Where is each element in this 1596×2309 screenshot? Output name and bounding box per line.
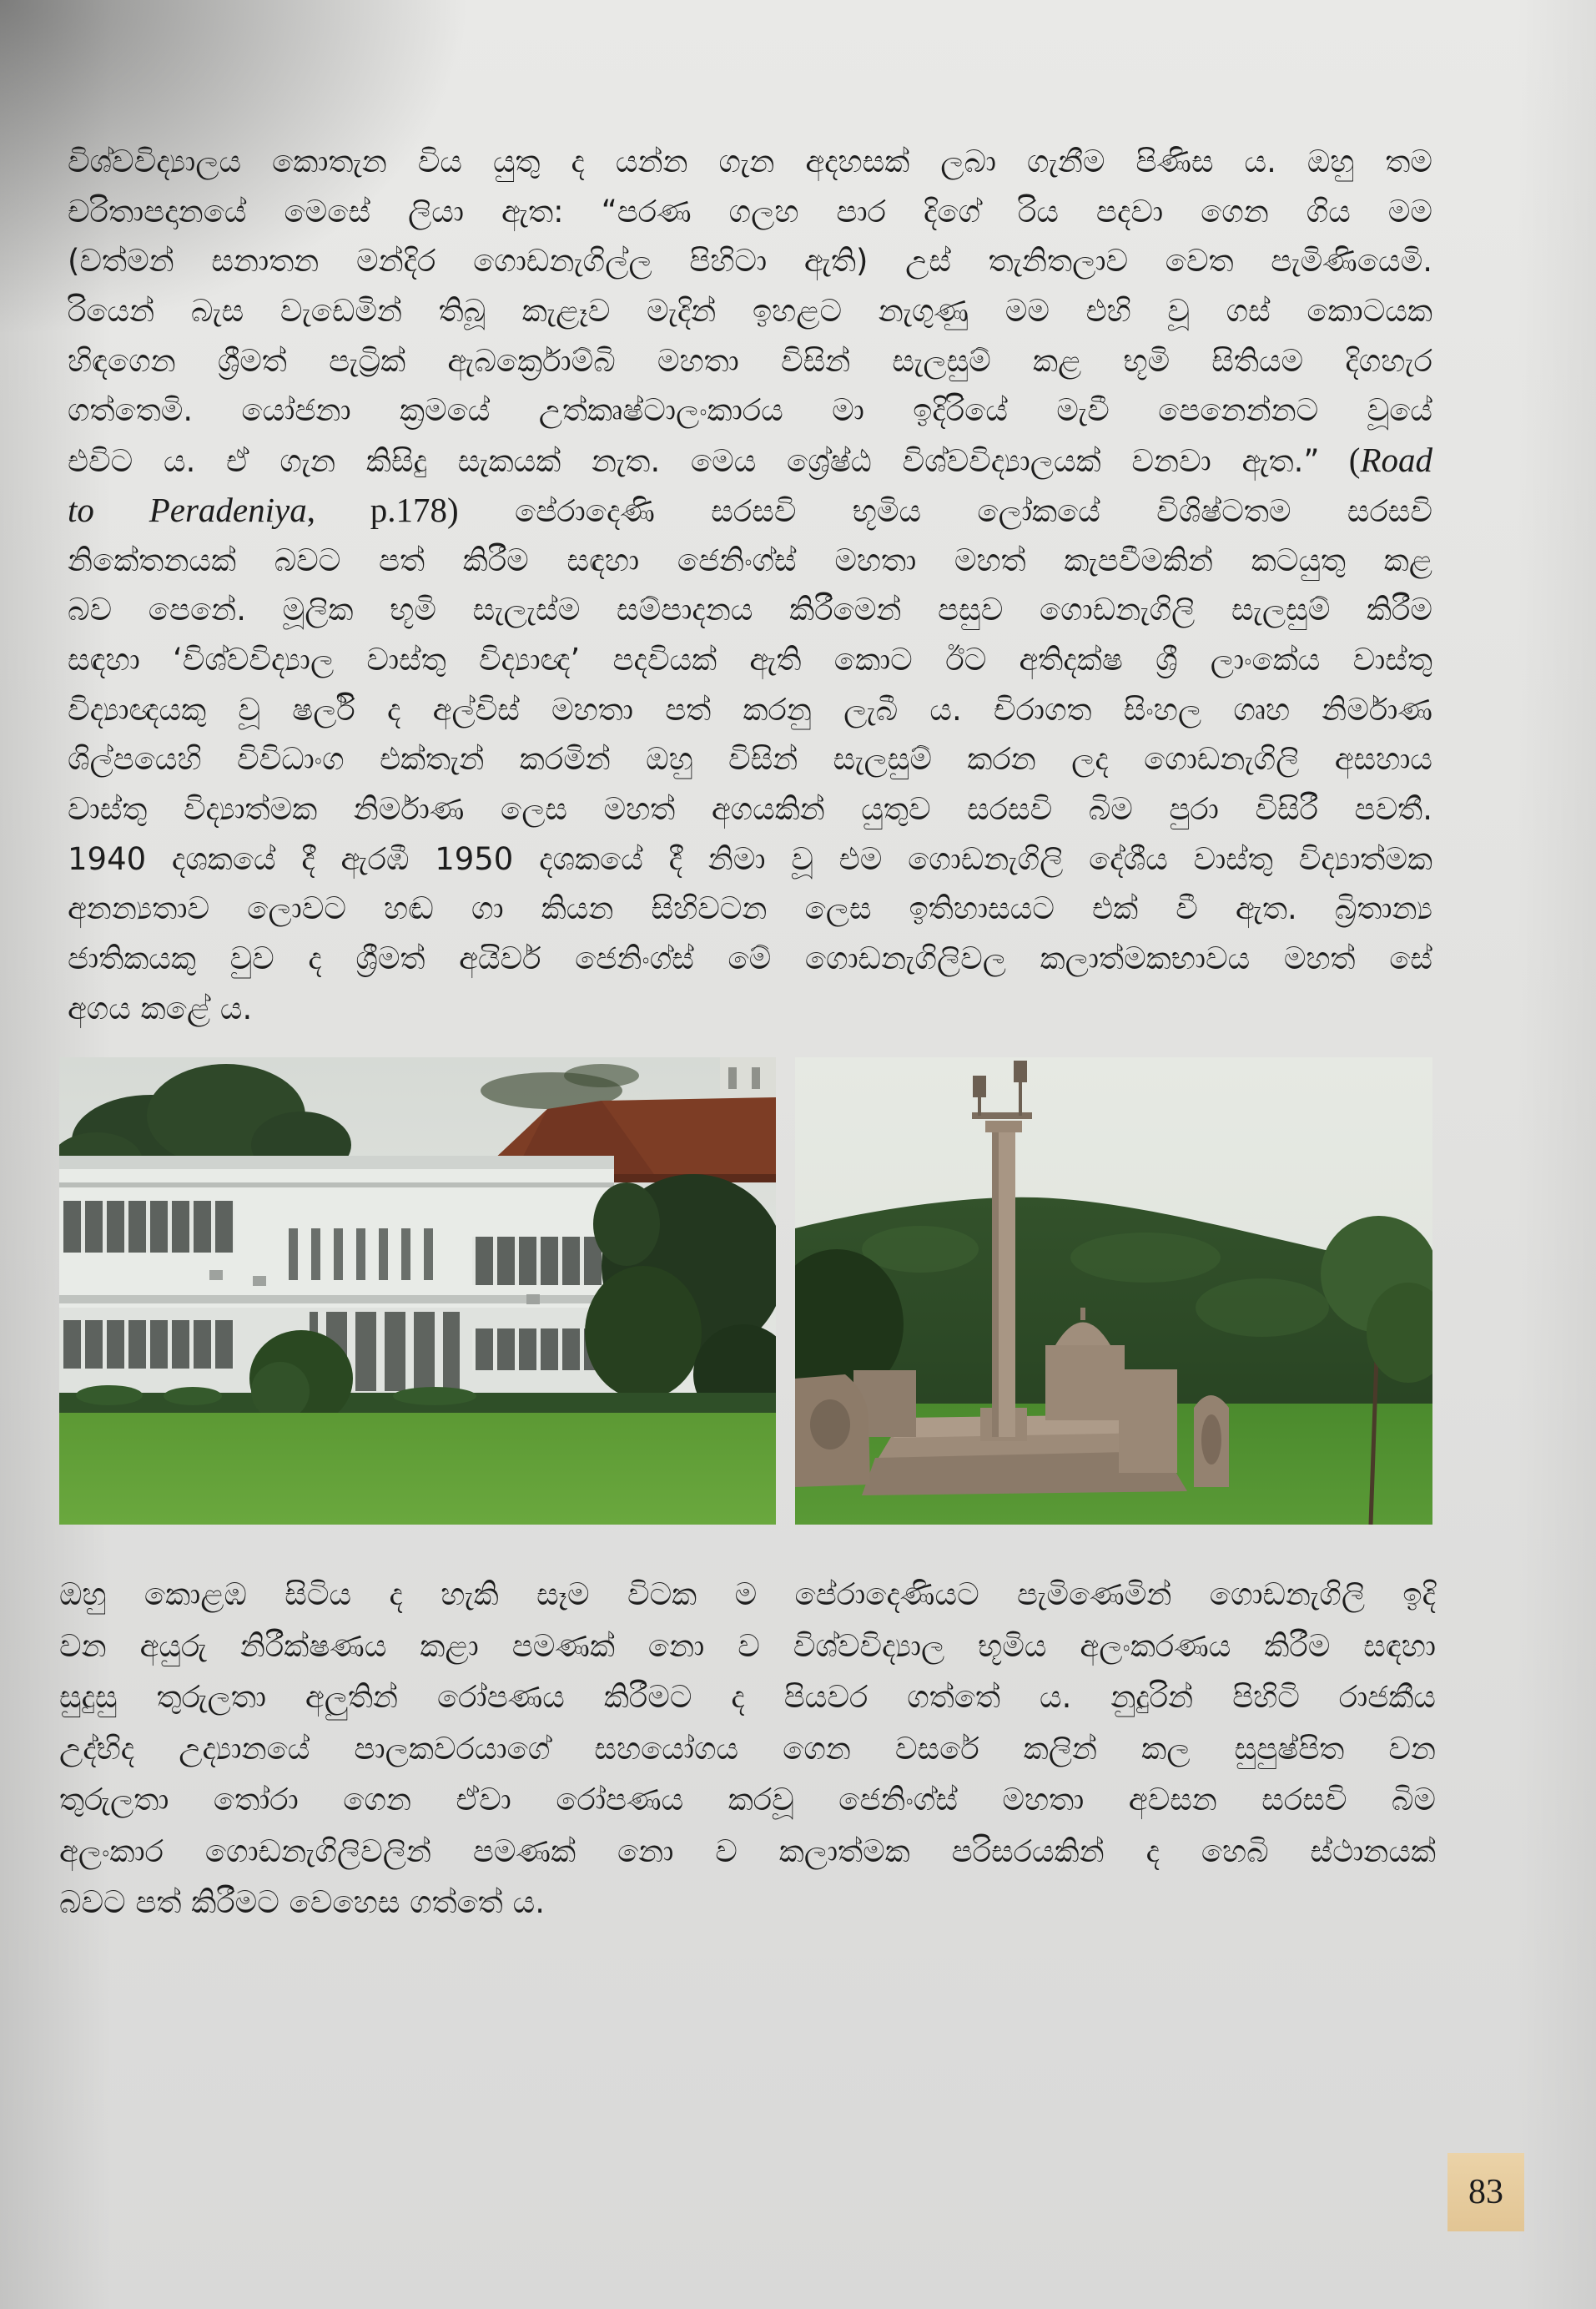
paragraph-2-line-7 — [59, 1877, 1436, 1928]
paragraph-1-line-13 — [68, 734, 1432, 784]
citation-title: Road — [1360, 441, 1432, 480]
line-text: ඔහු කොළඹ සිටිය ද හැකි සෑම විටක ම පේරාදෙණියට පැමිණෙමින් ගොඩනැගිලි ඉදි — [59, 1576, 1436, 1612]
paragraph-1 — [68, 137, 1432, 1033]
paragraph-1-line-8 — [68, 486, 1432, 536]
line-text: 1940 දශකයේ දී ඇරඹී 1950 දශකයේ දී නිමා වූ එම ගොඩනැගිලි දේශීය වාස්තු විද්‍යාත්මක — [68, 840, 1432, 877]
photo-lamp-pillar-monument — [795, 1057, 1432, 1525]
paragraph-1-line-14 — [68, 784, 1432, 834]
university-building-image — [59, 1057, 776, 1525]
page-number: 83 — [1447, 2153, 1524, 2231]
paragraph-2-line-3 — [59, 1671, 1436, 1723]
line-text: චරිතාපදානයේ මෙසේ ලියා ඇත: “පරණ ගලහ පාර දිගේ රිය පදවා ගෙන ගිය මම — [68, 193, 1432, 229]
line-text: විශ්වවිද්‍යාලය කොතැන විය යුතු ද යන්න ගැන අදහසක් ලබා ගැනීම පිණිස ය. ඔහු තම — [68, 144, 1432, 179]
paragraph-1-line-12 — [68, 685, 1432, 735]
paragraph-2-line-6 — [59, 1826, 1436, 1878]
citation-title: to Peradeniya — [68, 490, 307, 529]
paragraph-1-line-17 — [68, 934, 1432, 984]
paragraph-1-line-9 — [68, 536, 1432, 586]
photo-university-building — [59, 1057, 776, 1525]
line-text: විද්‍යාඥයකු වූ ෂර්ලි ද අල්විස් මහතා පත් කරනු ලැබී ය. චිරාගත සිංහල ගෘහ නිර්මාණ — [68, 691, 1432, 728]
citation-open-paren: ( — [1319, 441, 1361, 480]
line-text: නිකේතනයක් බවට පත් කිරීම සඳහා ජෙනිංග්ස් මහතා මහත් කැපවීමකින් කටයුතු කළ — [68, 542, 1432, 578]
line-text: තුරුලතා තෝරා ගෙන ඒවා රෝපණය කරවූ ජෙනිංග්ස් මහතා අවසන සරසවි බිම — [59, 1782, 1436, 1817]
line-text: අගය කළේ ය. — [68, 990, 253, 1026]
guardian-stone-right — [1194, 1395, 1229, 1487]
paragraph-1-line-5 — [68, 336, 1432, 386]
line-text: ජාතිකයකු වුව ද ශ්‍රීමත් අයිවර් ජෙනිංග්ස් මේ ගොඩනැගිලිවල කලාත්මකභාවය මහත් සේ — [68, 940, 1432, 976]
line-text: (වත්මන් සනාතන මන්දිර ගොඩනැගිල්ල පිහිටා ඇති) උස් තැනිතලාව වෙත පැමිණියෙමි. — [68, 243, 1432, 280]
paragraph-1-line-11 — [68, 635, 1432, 685]
line-text: සඳහා ‘විශ්වවිද්‍යාල වාස්තු විද්‍යාඥ’ පදවියක් ඇති කොට ඊට අතිදක්ෂ ශ්‍රී ලාංකේය වාස්තු — [68, 641, 1432, 678]
paragraph-1-line-10 — [68, 585, 1432, 635]
line-text: රියෙන් බැස වැඩෙමින් තිබූ කැළෑව මැදින් ඉහළට නැගුණු මම එහි වූ ගස් කොටයක — [68, 293, 1432, 330]
paragraph-1-line-7 — [68, 436, 1432, 486]
lawn — [59, 1413, 776, 1525]
line-text: ශිල්පයෙහි විවිධාංග එක්තැන් කරමින් ඔහු විසින් සැලසුම් කරන ලද ගොඩනැගිලි අසහාය — [68, 741, 1432, 778]
line-text: වන අයුරු නිරීක්ෂණය කළා පමණක් නො ව විශ්වවිද්‍යාල භූමිය අලංකරණය කිරීම සඳහා — [59, 1627, 1436, 1664]
paragraph-1-line-1 — [68, 137, 1432, 187]
paragraph-2-line-1 — [59, 1569, 1436, 1621]
paragraph-1-line-2 — [68, 187, 1432, 237]
guardian-stone-left — [795, 1374, 870, 1487]
line-text: හිඳගෙන ශ්‍රීමත් පැට්‍රික් ඇබර්ක්‍රොම්බි මහතා විසින් සැලසුම් කළ භූමි සිතියම දිගහැර — [68, 342, 1432, 379]
line-text: ගත්තෙමි. යෝජනා ක්‍රමයේ උත්කෘෂ්ටාලංකාරය මා ඉදිරියේ මැවී පෙනෙන්නට වූයේ — [68, 392, 1432, 429]
paragraph-2-line-5 — [59, 1774, 1436, 1826]
citation-page: , p.178) — [306, 490, 459, 529]
line-text: බව පෙනේ. මූලික භූමි සැලැස්ම සම්පාදනය කිරීමෙන් පසුව ගොඩනැගිලි සැලසුම් කිරීම — [68, 592, 1432, 628]
line-text: බවට පත් කිරීමට වෙහෙස ගත්තේ ය. — [59, 1884, 545, 1920]
paragraph-2 — [59, 1569, 1436, 1928]
paragraph-1-line-4 — [68, 286, 1432, 336]
paragraph-2-line-2 — [59, 1621, 1436, 1672]
paragraph-1-line-6 — [68, 386, 1432, 436]
line-text: වාස්තු විද්‍යාත්මක නිර්මාණ ලෙස මහත් අගයකින් යුතුව සරසවි බිම පුරා විසිරී පවතී. — [68, 790, 1432, 827]
paragraph-1-line-3 — [68, 236, 1432, 286]
line-text: අනන්‍යතාව ලොවට හඬ ගා කියන සිහිවටන ලෙස ඉතිහාසයට එක් වී ඇත. බ්‍රිතාන්‍ය — [68, 890, 1432, 927]
paragraph-2-line-4 — [59, 1723, 1436, 1775]
line-text: උද්භිද උද්‍යානයේ පාලකවරයාගේ සහයෝගය ගෙන වසරේ කලින් කල සුපුෂ්පිත වන — [59, 1730, 1436, 1767]
paragraph-1-line-15 — [68, 834, 1432, 885]
paragraph-1-line-18 — [68, 984, 1432, 1034]
line-text: පේරාදෙණි සරසවි භූමිය ලෝකයේ විශිෂ්ටතම සරසවි — [458, 492, 1432, 529]
paragraph-1-line-16 — [68, 884, 1432, 934]
line-text: අලංකාර ගොඩනැගිලිවලින් පමණක් නො ව කලාත්මක පරිසරයකින් ද හෙබි ස්ථානයක් — [59, 1833, 1436, 1869]
line-text: එවිට ය. ඒ ගැන කිසිදු සැකයක් නැත. මෙය ශ්‍රේෂ්ඨ විශ්වවිද්‍යාලයක් වනවා ඇත.” — [68, 443, 1320, 480]
lamp-pillar-monument-image — [795, 1057, 1432, 1525]
line-text: සුදුසු තුරුලතා අලුතින් රෝපණය කිරීමට ද පියවර ගත්තේ ය. නුදුරින් පිහිටි රාජකීය — [59, 1679, 1436, 1715]
